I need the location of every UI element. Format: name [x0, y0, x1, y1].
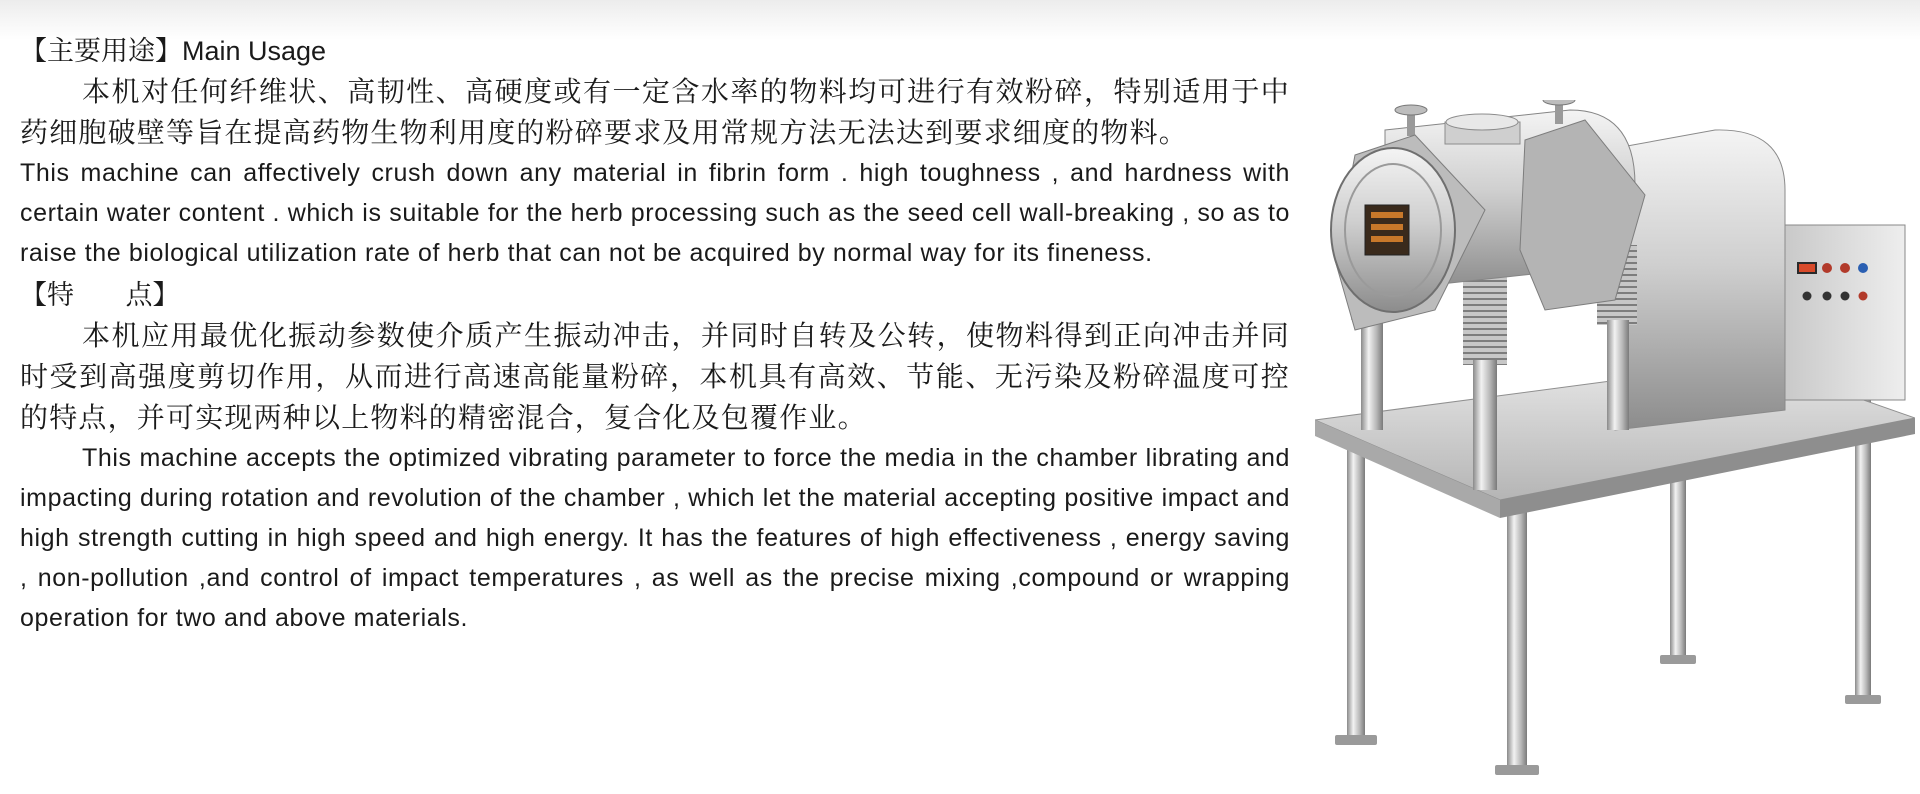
features-text-zh: 本机应用最优化振动参数使介质产生振动冲击，并同时自转及公转，使物料得到正向冲击并同时受到高强度剪切作用，从而进行高速高能量粉碎，本机具有高效、节能、无污染及粉碎温度可控的特点，并可实现两种以上物料的精密混合，复合化及包覆作业。 [20, 319, 1290, 434]
main-usage-text-en: This machine can affectively crush down any material in fibrin form . high toughness , and hardness with certain water content . which is suitable for the herb processing such as the seed cell wall-breaking , so as to raise the biological utilization rate of herb that can not be acquired by normal way for its fineness. [20, 159, 1290, 267]
main-usage-heading-en: Main Usage [182, 36, 327, 66]
main-usage-heading [20, 32, 1290, 71]
features-heading: 【特 点】 [20, 280, 180, 311]
vibration-mill-machine-image [1315, 100, 1915, 790]
main-usage-text-zh: 本机对任何纤维状、高韧性、高硬度或有一定含水率的物料均可进行有效粉碎，特别适用于中药细胞破壁等旨在提高药物生物利用度的粉碎要求及用常规方法无法达到要求细度的物料。 [20, 75, 1290, 149]
description-column [20, 32, 1290, 638]
main-usage-heading-zh: 【主要用途】 [20, 36, 182, 67]
features-text-en: This machine accepts the optimized vibrating parameter to force the media in the chamber librating and impacting during rotation and revolution of the chamber , which let the material accepting positive impact and high strength cutting in high speed and high energy. It has the features of high effectiveness , energy saving , non-pollution ,and control of impact temperatures , as well as the precise mixing ,compound or wrapping operation for two and above materials. [20, 444, 1290, 632]
